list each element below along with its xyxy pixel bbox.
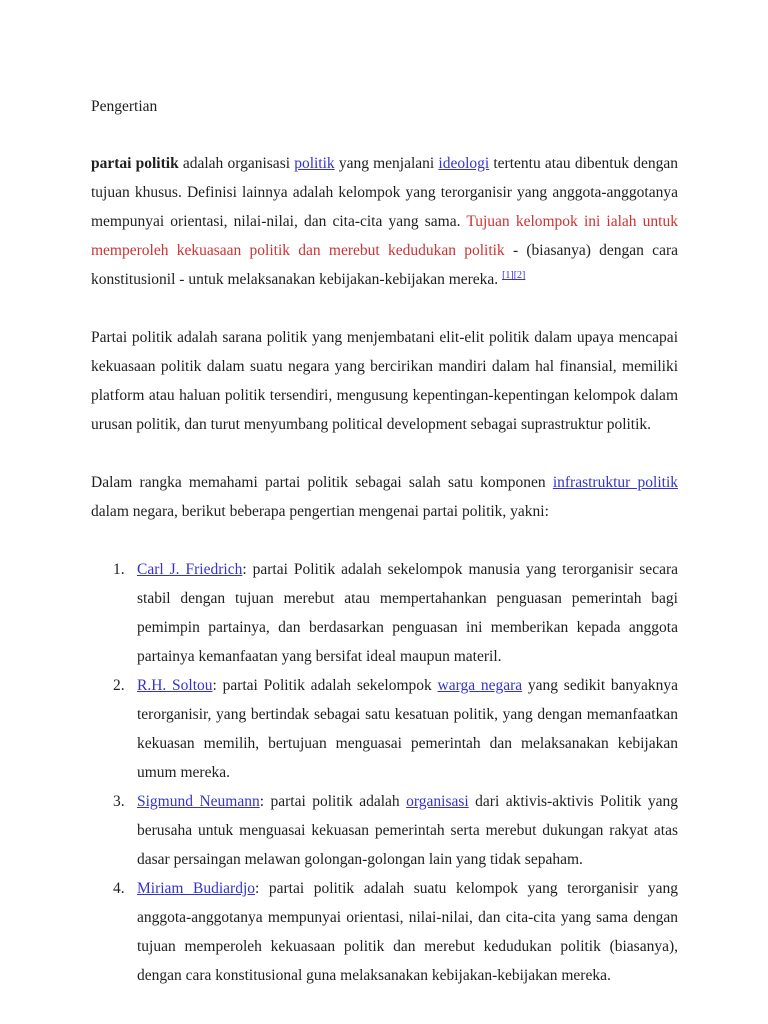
body-text: : partai politik adalah: [259, 793, 407, 810]
body-text: yang sedikit banyaknya terorganisir, yang bertindak sebagai satu kesatuan politik, yang dengan memanfaatkan kekuasan memilih, bertujuan menguasai pemerintah dan melaksanakan kebijakan umum mereka.: [137, 677, 679, 781]
hyperlink[interactable]: R.H. Soltou: [137, 677, 213, 694]
bold-text: partai politik: [91, 155, 179, 172]
list-item-text: [137, 874, 678, 990]
list-item-text: [137, 787, 678, 874]
body-text: : partai politik adalah suatu kelompok yang terorganisir yang anggota-anggotanya mempunyai orientasi, nilai-nilai, dan cita-cita yang sama dengan tujuan memperoleh kekuasaan politik dan merebut kedudukan politik (biasanya), dengan cara konstitusional guna melaksanakan kebijakan-kebijakan mereka.: [137, 880, 678, 984]
body-text: tertentu atau dibentuk dengan tujuan khusus. Definisi lainnya adalah kelompok yang terorganisir yang anggota-anggotanya mempunyai orientasi, nilai-nilai, dan cita-cita yang sama.: [91, 155, 678, 230]
body-text: : partai Politik adalah sekelompok manusia yang terorganisir secara stabil dengan tujuan merebut atau mempertahankan penguasan pemerintah bagi pemimpin partainya, dan berdasarkan penguasan ini memberikan kepada anggota partainya kemanfaatan yang bersifat ideal maupun materil.: [137, 561, 678, 665]
para-definition: [91, 149, 678, 294]
document-content: [91, 92, 678, 990]
hyperlink[interactable]: warga negara: [437, 677, 523, 694]
body-text: : partai Politik adalah sekelompok: [212, 677, 438, 694]
hyperlink[interactable]: Sigmund Neumann: [137, 793, 260, 810]
hyperlink[interactable]: ideologi: [438, 155, 490, 172]
body-text: yang menjalani: [334, 155, 439, 172]
list-number: 3.: [113, 793, 125, 810]
body-text: adalah organisasi: [178, 155, 295, 172]
body-text: Partai politik adalah sarana politik yang menjembatani elit-elit politik dalam upaya mencapai kekuasaan politik dalam suatu negara yang bercirikan mandiri dalam hal finansial, memiliki platform atau haluan politik tersendiri, mengusung kepentingan-kepentingan kelompok dalam urusan politik, dan turut menyumbang political development sebagai suprastruktur politik.: [91, 329, 678, 433]
list-item: [91, 874, 678, 990]
body-text: dari aktivis-aktivis Politik yang berusaha untuk menguasai kekuasan pemerintah serta merebut dukungan rakyat atas dasar persaingan melawan golongan-golongan lain yang tidak sepaham.: [137, 793, 678, 868]
hyperlink[interactable]: organisasi: [406, 793, 469, 810]
hyperlink[interactable]: Carl J. Friedrich: [137, 561, 243, 578]
list-number: 1.: [113, 561, 125, 578]
list-item: [91, 787, 678, 874]
hyperlink[interactable]: politik: [294, 155, 335, 172]
hyperlink[interactable]: infrastruktur politik: [552, 474, 679, 491]
para-sarana: [91, 323, 678, 439]
para-infrastruktur: [91, 468, 678, 526]
body-text: dalam negara, berikut beberapa pengertian mengenai partai politik, yakni:: [91, 503, 549, 520]
body-text: Dalam rangka memahami partai politik sebagai salah satu komponen: [91, 474, 553, 491]
red-text: Tujuan kelompok ini ialah untuk memperoleh kekuasaan politik dan merebut kedudukan politik: [91, 213, 678, 259]
list-item: [91, 555, 678, 671]
paragraphs-container: [91, 149, 678, 526]
definition-list: [91, 555, 678, 990]
list-number: 4.: [113, 880, 125, 897]
list-item-text: [137, 555, 678, 671]
list-item: [91, 671, 678, 787]
body-text: - (biasanya) dengan cara konstitusionil - untuk melaksanakan kebijakan-kebijakan mereka.: [91, 242, 678, 288]
page-title: Pengertian: [91, 98, 158, 115]
footnote-reference-link[interactable]: [1][2]: [502, 269, 526, 281]
hyperlink[interactable]: Miriam Budiardjo: [137, 880, 256, 897]
list-number: 2.: [113, 677, 125, 694]
list-item-text: [137, 671, 678, 787]
